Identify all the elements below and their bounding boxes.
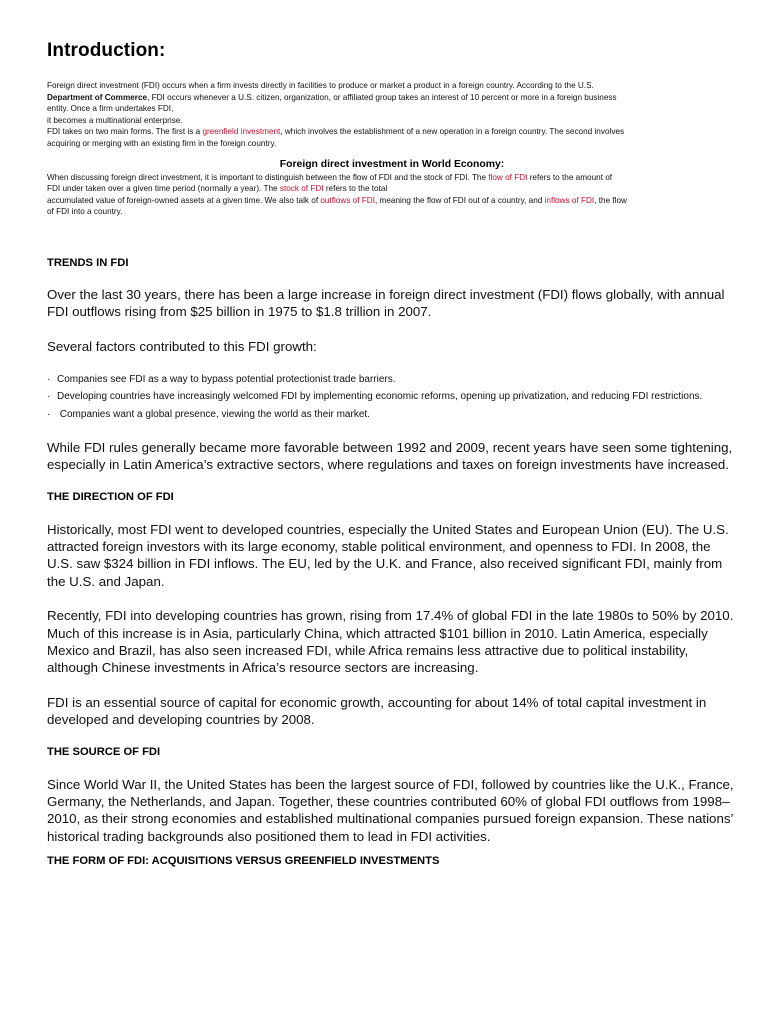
world-line-2-a: FDI under taken over a given time period (normally a year). The: [47, 184, 280, 194]
rules-paragraph: While FDI rules generally became more favorable between 1992 and 2009, recent years have seen some tightening, especially in Latin America’s extractive sectors, where regulations and taxes on foreign investments have increased.: [47, 439, 733, 473]
greenfield-link[interactable]: greenfield investment: [202, 127, 281, 137]
world-line-4: of FDI into a country.: [47, 207, 123, 217]
intro-line-5-b: , which involves the establishment of a new operation in a foreign country. The second involves: [280, 127, 625, 137]
source-heading: THE SOURCE OF FDI: [47, 745, 161, 758]
factor-list: [47, 372, 737, 422]
intro-line-2: [47, 92, 737, 104]
intro-line-3: entity. Once a firm undertakes FDI,: [47, 104, 174, 114]
direction-heading: THE DIRECTION OF FDI: [47, 490, 174, 503]
intro-line-4: it becomes a multinational enterprise.: [47, 115, 183, 125]
factor-text: Developing countries have increasingly welcomed FDI by implementing economic reforms, opening up privatization, and reducing FDI restrictions.: [57, 391, 703, 403]
form-heading: THE FORM OF FDI: ACQUISITIONS VERSUS GREENFIELD INVESTMENTS: [47, 855, 440, 868]
list-item: [47, 389, 737, 404]
intro-line-5: [47, 126, 737, 138]
direction-paragraph-3: FDI is an essential source of capital for economic growth, accounting for about 14% of total capital investment in developed and developing countries by 2008.: [47, 694, 707, 728]
document-page: [47, 40, 737, 867]
intro-line-5-a: FDI takes on two main forms. The first is a: [47, 127, 203, 137]
page-title: Introduction:: [47, 40, 166, 61]
outflows-of-fdi-link[interactable]: outflows of FDI: [320, 195, 375, 205]
flow-of-fdi-link[interactable]: flow of FDI: [488, 172, 528, 182]
world-line-3: [47, 195, 737, 207]
world-economy-heading: Foreign direct investment in World Economy:: [279, 158, 505, 170]
intro-line-6: acquiring or merging with an existing firm in the foreign country.: [47, 138, 277, 148]
world-line-3-a: accumulated value of foreign-owned assets at a given time. We also talk of: [47, 195, 321, 205]
source-paragraph: Since World War II, the United States has been the largest source of FDI, followed by countries like the U.K., France, Germany, the Netherlands, and Japan. Together, these countries contributed 60% of global FDI outflows from 1998–2010, as their strong economies and established multinational companies pursued foreign expansion. These nations’ historical trading backgrounds also positioned them to lead in FDI activities.: [47, 776, 734, 844]
trends-heading: TRENDS IN FDI: [47, 256, 129, 269]
bullet-icon: ·: [47, 374, 51, 386]
list-item: [47, 407, 737, 422]
bullet-icon: ·: [47, 408, 51, 420]
direction-paragraph-1: Historically, most FDI went to developed countries, especially the United States and European Union (EU). The U.S. attracted foreign investors with its large economy, stable political environment, and openness to FDI. In 2008, the U.S. saw $324 billion in FDI inflows. The EU, led by the U.K. and France, also received significant FDI, mainly from the U.S. and Japan.: [47, 521, 729, 589]
inflows-of-fdi-link[interactable]: inflows of FDI: [544, 195, 595, 205]
world-line-1: [47, 172, 737, 184]
world-line-3-b: , meaning the flow of FDI out of a country, and: [374, 195, 545, 205]
bullet-icon: ·: [47, 391, 51, 403]
intro-line-1: Foreign direct investment (FDI) occurs when a firm invests directly in facilities to produce or market a product in a foreign country. According to the U.S.: [47, 81, 594, 90]
world-line-2: [47, 183, 737, 195]
trends-paragraph: Over the last 30 years, there has been a large increase in foreign direct investment (FDI) flows globally, with annual FDI outflows rising from $25 billion in 1975 to $1.8 trillion in 2007.: [47, 286, 725, 320]
intro-bold-term: Department of Commerce: [47, 92, 148, 102]
stock-of-fdi-link[interactable]: stock of FDI: [279, 184, 324, 194]
world-economy-section: [47, 172, 737, 218]
factor-text: Companies see FDI as a way to bypass potential protectionist trade barriers.: [57, 374, 396, 386]
world-line-2-b: refers to the total: [323, 184, 388, 194]
world-line-1-b: refers to the amount of: [527, 172, 613, 182]
world-line-1-a: When discussing foreign direct investment, it is important to distinguish between the flow of FDI and the stock of FDI. The: [47, 172, 489, 182]
intro-line-2-rest: , FDI occurs whenever a U.S. citizen, organization, or affiliated group takes an interest of 10 percent or more in a foreign business: [147, 92, 617, 102]
factors-intro: Several factors contributed to this FDI growth:: [47, 338, 317, 354]
direction-paragraph-2: Recently, FDI into developing countries has grown, rising from 17.4% of global FDI in the late 1980s to 50% by 2010. Much of this increase is in Asia, particularly China, which attracted $101 billion in 2010. Latin America, especially Mexico and Brazil, has also seen increased FDI, while Africa remains less attractive due to political instability, although Chinese investments in Africa’s resource sectors are increasing.: [47, 608, 734, 676]
factor-text: Companies want a global presence, viewing the world as their market.: [57, 408, 370, 420]
world-line-3-c: , the flow: [594, 195, 627, 205]
intro-section: [47, 80, 737, 150]
list-item: [47, 372, 737, 387]
